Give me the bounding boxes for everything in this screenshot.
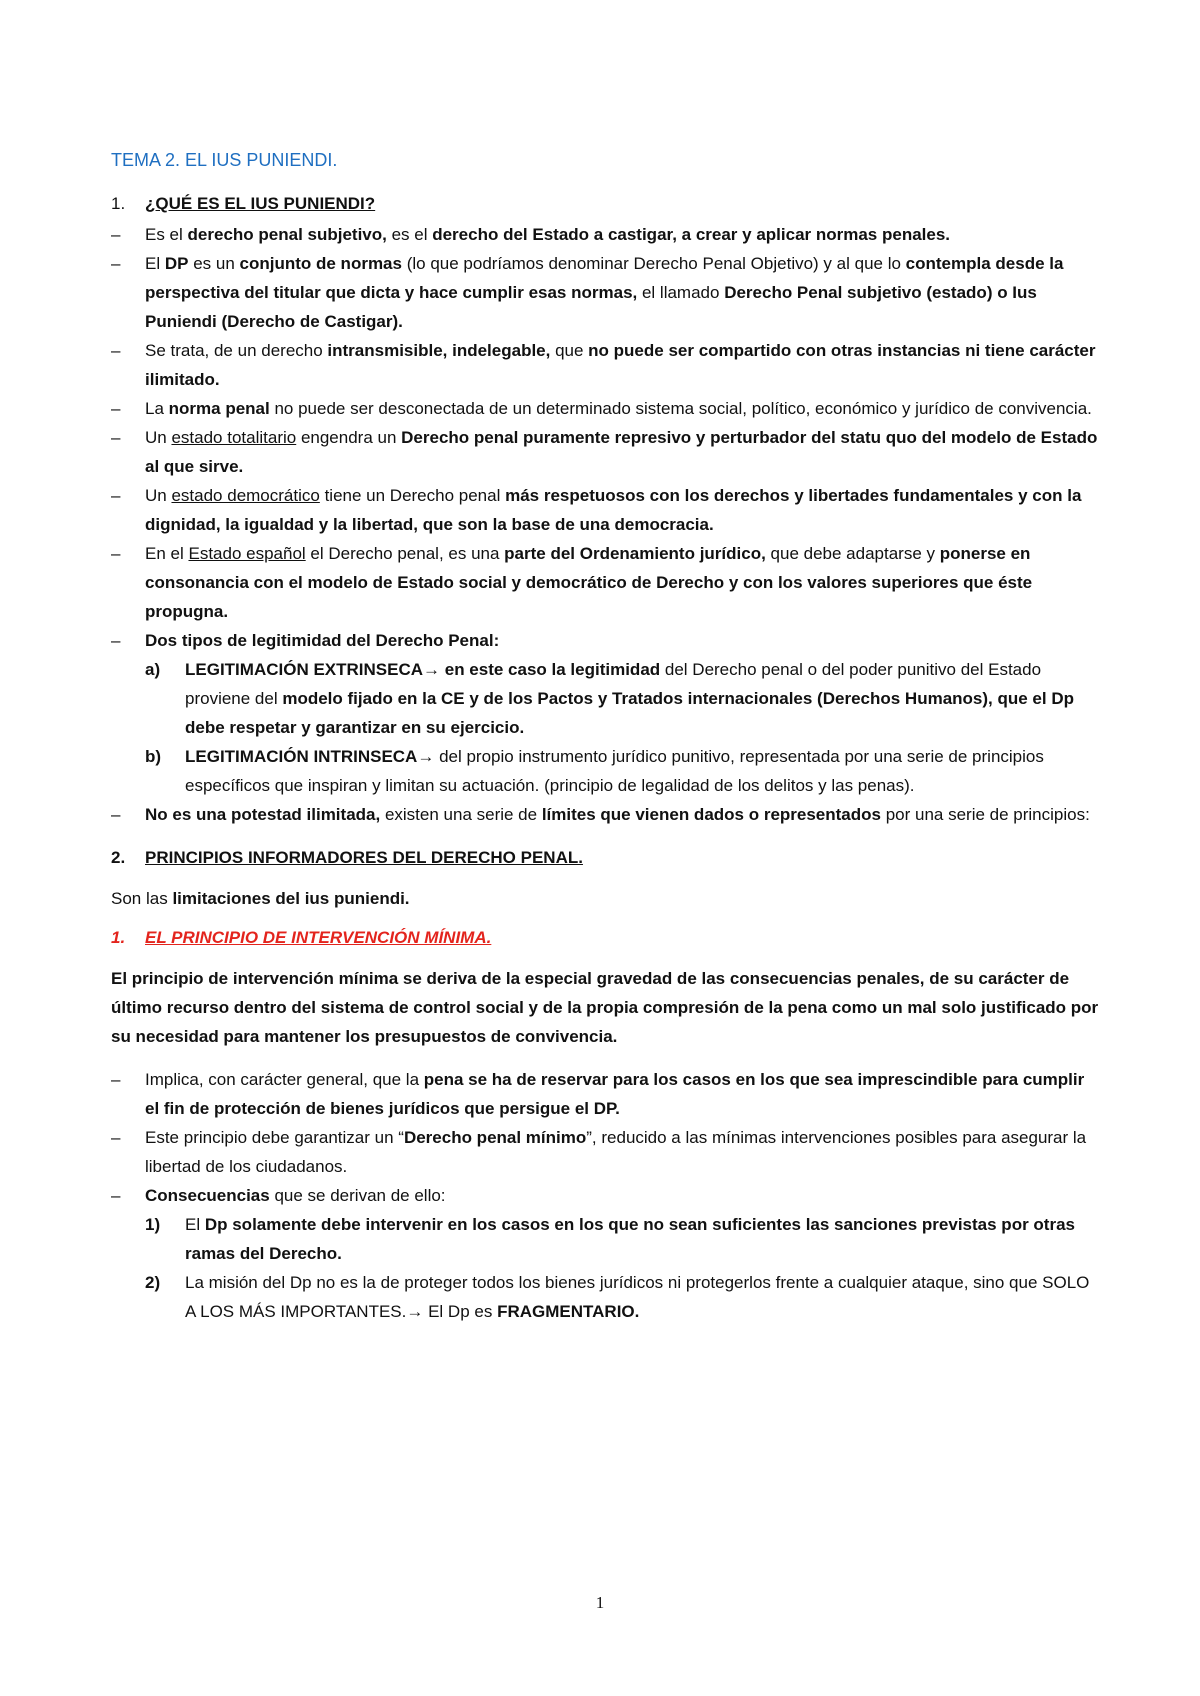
page-content (111, 146, 1101, 1326)
letter-marker: a) (145, 660, 161, 679)
dash-marker: – (111, 631, 121, 650)
arrow-icon: → (406, 1302, 424, 1321)
numbered-text: El Dp solamente debe intervenir en los casos en los que no sean suficientes las sanciones previstas por otras ramas del Derecho. (185, 1215, 1075, 1263)
page-number: 1 (595, 1593, 605, 1612)
letter-marker: b) (145, 747, 162, 766)
section-heading (111, 189, 1101, 218)
bullet-text: Este principio debe garantizar un “Derecho penal mínimo”, reducido a las mínimas intervenciones posibles para asegurar la libertad de los ciudadanos. (145, 1128, 1087, 1176)
bullet-text: Se trata, de un derecho intransmisible, indelegable, que no puede ser compartido con otras instancias ni tiene carácter ilimitado. (145, 341, 1096, 389)
principle-intro: El principio de intervención mínima se deriva de la especial gravedad de las consecuencias penales, de su carácter de último recurso dentro del sistema de control social y de la propia compresión de la pena como un mal solo justificado por su necesidad para mantener los presupuestos de convivencia. (111, 969, 1099, 1046)
bullet-item (111, 220, 1101, 249)
dash-marker: – (111, 1070, 121, 1089)
bullet-item (111, 626, 1101, 655)
bullet-item (111, 394, 1101, 423)
bullet-item (111, 249, 1101, 336)
dash-marker: – (111, 341, 121, 360)
lettered-item (145, 742, 1101, 800)
section-number: 1. (111, 194, 126, 213)
section-heading-text: PRINCIPIOS INFORMADORES DEL DERECHO PENAL. (145, 848, 583, 867)
dash-marker: – (111, 805, 121, 824)
bullet-text: Consecuencias que se derivan de ello: (145, 1186, 446, 1205)
bullet-item (111, 800, 1101, 829)
arrow-icon: → (423, 660, 441, 679)
bullet-text: Es el derecho penal subjetivo, es el derecho del Estado a castigar, a crear y aplicar normas penales. (145, 225, 951, 244)
bullet-text: Un estado totalitario engendra un Derecho penal puramente represivo y perturbador del statu quo del modelo de Estado al que sirve. (145, 428, 1098, 476)
dash-marker: – (111, 486, 121, 505)
section-heading-text: ¿QUÉ ES EL IUS PUNIENDI? (145, 194, 376, 213)
bullet-text: Un estado democrático tiene un Derecho penal más respetuosos con los derechos y libertades fundamentales y con la dignidad, la igualdad y la libertad, que son la base de una democracia. (145, 486, 1082, 534)
bullet-item (111, 336, 1101, 394)
bullet-item (111, 539, 1101, 626)
dash-marker: – (111, 1186, 121, 1205)
bullet-text: El DP es un conjunto de normas (lo que podríamos denominar Derecho Penal Objetivo) y al que lo contempla desde la perspectiva del titular que dicta y hace cumplir esas normas, el llamado Derecho Penal subjetivo (estado) o Ius Puniendi (Derecho de Castigar). (145, 254, 1064, 331)
dash-marker: – (111, 428, 121, 447)
section-intro: Son las limitaciones del ius puniendi. (111, 889, 410, 908)
section-heading (111, 843, 1101, 872)
bullet-item (111, 423, 1101, 481)
bullet-item (111, 1123, 1101, 1181)
lettered-text: LEGITIMACIÓN EXTRINSECA→ en este caso la legitimidad del Derecho penal o del poder punitivo del Estado proviene del modelo fijado en la CE y de los Pactos y Tratados internacionales (Derechos Humanos), que el Dp debe respetar y garantizar en su ejercicio. (185, 660, 1074, 737)
principle-number: 1. (111, 928, 126, 947)
dash-marker: – (111, 399, 121, 418)
numbered-item (145, 1210, 1101, 1268)
principle-heading (111, 923, 1101, 952)
lettered-text: LEGITIMACIÓN INTRINSECA→ del propio instrumento jurídico punitivo, representada por una serie de principios específicos que inspiran y limitan su actuación. (principio de legalidad de los delitos y las penas). (185, 747, 1044, 795)
section-number: 2. (111, 848, 126, 867)
dash-marker: – (111, 225, 121, 244)
bullet-text: Implica, con carácter general, que la pena se ha de reservar para los casos en los que sea imprescindible para cumplir el fin de protección de bienes jurídicos que persigue el DP. (145, 1070, 1085, 1118)
numbered-text: La misión del Dp no es la de proteger todos los bienes jurídicos ni protegerlos frente a cualquier ataque, sino que SOLO A LOS MÁS IMPORTANTES.→ El Dp es FRAGMENTARIO. (185, 1273, 1090, 1321)
dash-marker: – (111, 254, 121, 273)
bullet-text: No es una potestad ilimitada, existen una serie de límites que vienen dados o representados por una serie de principios: (145, 805, 1090, 824)
document-title: TEMA 2. EL IUS PUNIENDI. (111, 150, 338, 170)
principle-heading-text: EL PRINCIPIO DE INTERVENCIÓN MÍNIMA. (145, 928, 492, 947)
bullet-text: La norma penal no puede ser desconectada de un determinado sistema social, político, económico y jurídico de convivencia. (145, 399, 1092, 418)
bullet-text: En el Estado español el Derecho penal, es una parte del Ordenamiento jurídico, que debe adaptarse y ponerse en consonancia con el modelo de Estado social y democrático de Derecho y con los valores superiores que éste propugna. (145, 544, 1033, 621)
number-marker: 1) (145, 1215, 161, 1234)
bullet-item (111, 1181, 1101, 1210)
lettered-item (145, 655, 1101, 742)
number-marker: 2) (145, 1273, 161, 1292)
bullet-item (111, 1065, 1101, 1123)
bullet-text: Dos tipos de legitimidad del Derecho Penal: (145, 631, 500, 650)
bullet-item (111, 481, 1101, 539)
arrow-icon: → (417, 747, 435, 766)
dash-marker: – (111, 544, 121, 563)
numbered-item (145, 1268, 1101, 1326)
dash-marker: – (111, 1128, 121, 1147)
